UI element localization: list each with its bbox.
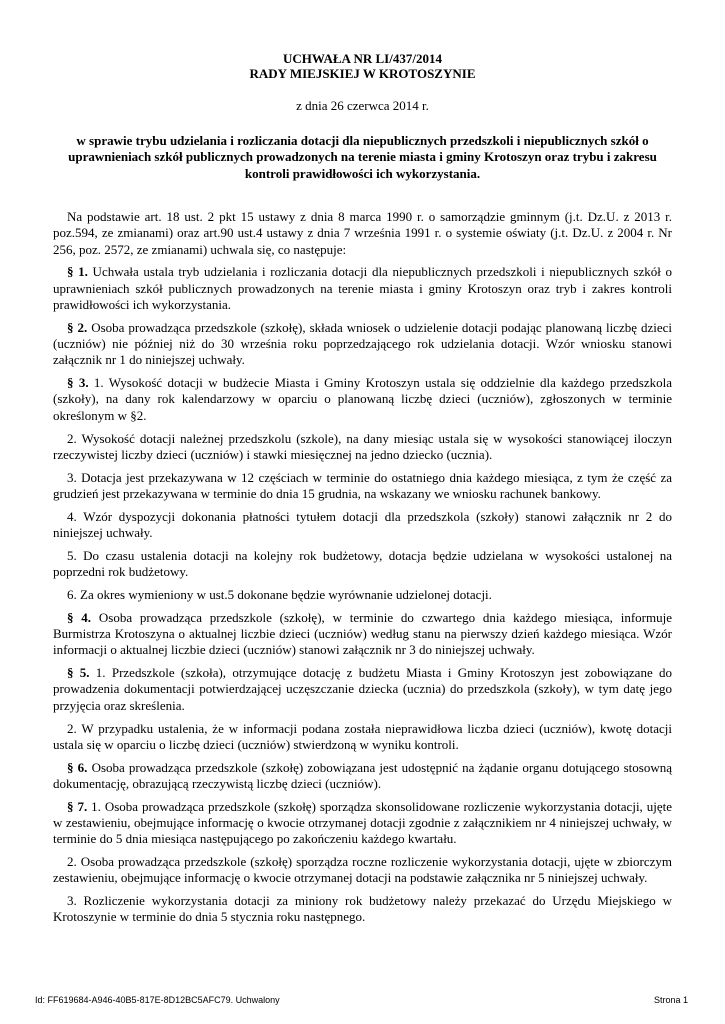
paragraph xyxy=(53,587,672,603)
resolution-number: UCHWAŁA NR LI/437/2014 xyxy=(283,51,442,66)
paragraph-text: 6. Za okres wymieniony w ust.5 dokonane będzie wyrównanie udzielonej dotacji. xyxy=(67,586,492,602)
paragraph-mark: § 7. xyxy=(67,798,88,814)
page-number: Strona 1 xyxy=(653,995,688,1005)
paragraph-mark: § 3. xyxy=(67,375,89,391)
paragraph-mark: § 2. xyxy=(67,319,88,335)
paragraph xyxy=(53,209,672,258)
paragraph-text: Osoba prowadząca przedszkole (szkołę), składa wniosek o udzielenie dotacji podając planowaną liczbę dzieci (uczniów) nie później niż do 30 września roku poprzedzającego rok udzielania dotacji. Wzór wniosku stanowi załącznik nr 1 do niniejszej uchwały. xyxy=(53,319,673,368)
paragraph xyxy=(53,893,672,926)
document-id: Id: FF619684-A946-40B5-817E-8D12BC5AFC79. Uchwalony xyxy=(35,995,280,1005)
paragraph-text: Osoba prowadząca przedszkole (szkołę) zobowiązana jest udostępnić na żądanie organu dotującego stosowną dokumentację, obrazującą rzeczywistą liczbę dzieci (uczniów). xyxy=(53,759,672,791)
paragraph xyxy=(53,760,672,793)
paragraph xyxy=(53,470,672,503)
paragraph xyxy=(53,610,672,659)
council-name: RADY MIEJSKIEJ W KROTOSZYNIE xyxy=(249,66,476,81)
paragraph-text: Uchwała ustala tryb udzielania i rozliczania dotacji dla niepublicznych przedszkoli i niepublicznych szkół o uprawnieniach szkół publicznych prowadzonych na terenie miasta i gminy Krotoszyn oraz tryb i zakres kontroli prawidłowości ich wykorzystania. xyxy=(53,264,673,312)
paragraph-mark: § 4. xyxy=(67,609,92,625)
paragraph-mark: § 1. xyxy=(67,264,88,280)
paragraph-text: 3. Rozliczenie wykorzystania dotacji za miniony rok budżetowy należy przekazać do Urzędu Miejskiego w Krotoszynie w terminie do dnia 5 stycznia roku następnego. xyxy=(53,893,672,925)
document-body xyxy=(53,209,672,932)
paragraph xyxy=(53,509,672,542)
paragraph-text: 2. Wysokość dotacji należnej przedszkolu (szkole), na dany miesiąc ustala się w wysokości stanowiącej iloczyn rzeczywistej liczby dzieci (uczniów) i stawki miesięcznej na jedno dziecko (ucznia). xyxy=(53,430,672,462)
resolution-date: z dnia 26 czerwca 2014 r. xyxy=(296,98,429,113)
paragraph-text: 5. Do czasu ustalenia dotacji na kolejny rok budżetowy, dotacja będzie udzielana w wysokości ustalonej na poprzedni rok budżetowy. xyxy=(53,547,672,580)
paragraph-text: 4. Wzór dyspozycji dokonania płatności tytułem dotacji dla przedszkola (szkoły) stanowi załącznik nr 2 do niniejszej uchwały. xyxy=(53,508,672,541)
paragraph xyxy=(53,320,672,369)
paragraph-text: 3. Dotacja jest przekazywana w 12 częściach w terminie do ostatniego dnia każdego miesiąca, z tym że część za grudzień jest przekazywana w terminie do dnia 15 grudnia, na wskazany we wniosku rachunek bankowy. xyxy=(53,469,672,501)
paragraph xyxy=(53,721,672,754)
paragraph xyxy=(53,665,672,714)
paragraph xyxy=(53,264,672,313)
paragraph xyxy=(53,799,672,848)
paragraph xyxy=(53,548,672,581)
document-header xyxy=(0,51,725,81)
resolution-subject: w sprawie trybu udzielania i rozliczania dotacji dla niepublicznych przedszkoli i niepublicznych szkół o uprawnieniach szkół publicznych prowadzonych na terenie miasta i gminy Krotoszyn oraz trybu i zakresu kontroli prawidłowości ich wykorzystania. xyxy=(68,133,657,181)
paragraph xyxy=(53,431,672,464)
paragraph-text: 2. W przypadku ustalenia, że w informacji podana została nieprawidłowa liczba dzieci (uczniów), kwotę dotacji ustala się w oparciu o liczbę dzieci (uczniów) stwierdzoną w wyniku kontroli. xyxy=(53,720,672,752)
paragraph-mark: § 5. xyxy=(67,665,90,681)
paragraph-text: 2. Osoba prowadząca przedszkole (szkołę) sporządza roczne rozliczenie wykorzystania dotacji, ujęte w zbiorczym zestawieniu, obejmujące informację o kwocie otrzymanej dotacji na podstawie załącznika nr 5 niniejszej uchwały. xyxy=(53,854,672,886)
paragraph xyxy=(53,854,672,887)
paragraph-text: Na podstawie art. 18 ust. 2 pkt 15 ustawy z dnia 8 marca 1990 r. o samorządzie gminnym (j.t. Dz.U. z 2013 r. poz.594, ze zmianami) oraz art.90 ust.4 ustawy z dnia 7 września 1991 r. o systemie oświaty (j.t. Dz.U. z 2004 r. Nr 256, poz. 2572, ze zmianami) uchwala się, co następuje: xyxy=(53,209,672,257)
paragraph-text: 1. Przedszkole (szkoła), otrzymujące dotację z budżetu Miasta i Gminy Krotoszyn jest zobowiązane do prowadzenia dokumentacji potwierdzającej uczęszczanie dziecka (ucznia) do przedszkola (szkoły), w tym datę jego przyjęcia oraz skreślenia. xyxy=(53,665,673,713)
paragraph-text: Osoba prowadząca przedszkole (szkołę), w terminie do czwartego dnia każdego miesiąca, informuje Burmistrza Krotoszyna o aktualnej liczbie dzieci (uczniów) według stanu na pierwszy dzień każdego miesiąca. Wzór informacji o aktualnej liczbie dzieci (uczniów) stanowi załącznik nr 3 do niniejszej uchwały. xyxy=(53,609,673,658)
paragraph xyxy=(53,375,672,424)
paragraph-text: 1. Wysokość dotacji w budżecie Miasta i Gminy Krotoszyn ustala się oddzielnie dla każdego przedszkola (szkoły), na dany rok kalendarzowy w oparciu o planowaną liczbę dzieci (uczniów), zgłoszonych w terminie określonym w §2. xyxy=(53,375,672,423)
paragraph-text: 1. Osoba prowadząca przedszkole (szkołę) sporządza skonsolidowane rozliczenie wykorzystania dotacji, ujęte w zestawieniu, obejmujące informację o kwocie otrzymanej dotacji zgodnie z załącznikiem nr 4 niniejszej uchwały, w terminie do 5 dnia miesiąca następującego po zakończeniu każdego kwartału. xyxy=(53,798,673,847)
paragraph-mark: § 6. xyxy=(67,759,88,775)
